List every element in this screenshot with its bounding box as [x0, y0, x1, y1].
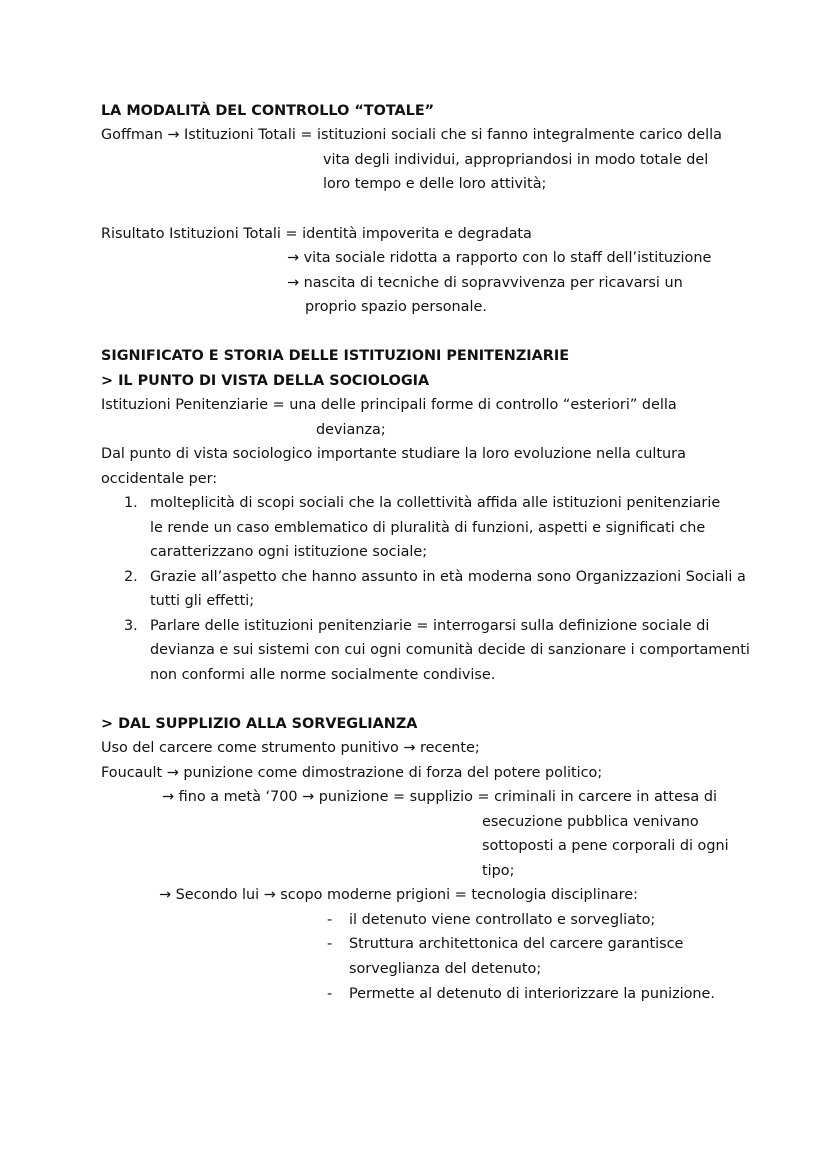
intro-line-1: Dal punto di vista sociologico importante studiare la loro evoluzione nella cultura [101, 446, 686, 462]
carcere-line: Uso del carcere come strumento punitivo → recente; [101, 740, 480, 756]
list-number: 1. [124, 495, 138, 511]
bullet-dash: - [327, 912, 333, 928]
penitenziarie-definition-line-1: Istituzioni Penitenziarie = una delle principali forme di controllo “esteriori” della [101, 397, 677, 413]
goffman-definition-line-3: loro tempo e delle loro attività; [323, 176, 547, 192]
bullet-text: il detenuto viene controllato e sorvegliato; [349, 912, 656, 928]
list-item-text: devianza e sui sistemi con cui ogni comunità decide di sanzionare i comportamenti [150, 642, 750, 658]
result-line-1: Risultato Istituzioni Totali = identità impoverita e degradata [101, 226, 532, 242]
bullet-dash: - [327, 986, 333, 1002]
list-number: 3. [124, 618, 138, 634]
subtitle-supplizio-sorveglianza: > DAL SUPPLIZIO ALLA SORVEGLIANZA [101, 716, 418, 732]
secondo-lui-line: → Secondo lui → scopo moderne prigioni = tecnologia disciplinare: [159, 887, 638, 903]
bullet-text: Struttura architettonica del carcere garantisce [349, 936, 684, 952]
list-number: 2. [124, 569, 138, 585]
list-item-text: Parlare delle istituzioni penitenziarie = interrogarsi sulla definizione sociale di [150, 618, 710, 634]
bullet-text: sorveglianza del detenuto; [349, 961, 542, 977]
foucault-line: Foucault → punizione come dimostrazione di forza del potere politico; [101, 765, 603, 781]
bullet-dash: - [327, 936, 333, 952]
goffman-definition-line-1: Goffman → Istituzioni Totali = istituzioni sociali che si fanno integralmente carico della [101, 127, 722, 143]
list-item-text: non conformi alle norme socialmente condivise. [150, 667, 496, 683]
supplizio-line-1: → fino a metà ‘700 → punizione = supplizio = criminali in carcere in attesa di [162, 789, 717, 805]
list-item-text: molteplicità di scopi sociali che la collettività affida alle istituzioni penitenziarie [150, 495, 721, 511]
supplizio-line-2: esecuzione pubblica venivano [482, 814, 699, 830]
goffman-definition-line-2: vita degli individui, appropriandosi in modo totale del [323, 152, 709, 168]
list-item-text: Grazie all’aspetto che hanno assunto in età moderna sono Organizzazioni Sociali a [150, 569, 746, 585]
list-item-text: le rende un caso emblematico di pluralità di funzioni, aspetti e significati che [150, 520, 706, 536]
supplizio-line-3: sottoposti a pene corporali di ogni [482, 838, 729, 854]
result-line-4: proprio spazio personale. [305, 299, 487, 315]
penitenziarie-definition-line-2: devianza; [316, 422, 386, 438]
supplizio-line-4: tipo; [482, 863, 515, 879]
list-item-text: tutti gli effetti; [150, 593, 255, 609]
section-title-istituzioni-penitenziarie: SIGNIFICATO E STORIA DELLE ISTITUZIONI PENITENZIARIE [101, 348, 570, 364]
result-line-2: → vita sociale ridotta a rapporto con lo staff dell’istituzione [287, 250, 712, 266]
intro-line-2: occidentale per: [101, 471, 218, 487]
subtitle-sociologia: > IL PUNTO DI VISTA DELLA SOCIOLOGIA [101, 373, 430, 389]
section-title-controllo-totale: LA MODALITÀ DEL CONTROLLO “TOTALE” [101, 103, 435, 119]
bullet-text: Permette al detenuto di interiorizzare la punizione. [349, 986, 715, 1002]
list-item-text: caratterizzano ogni istituzione sociale; [150, 544, 428, 560]
result-line-3: → nascita di tecniche di sopravvivenza per ricavarsi un [287, 275, 683, 291]
